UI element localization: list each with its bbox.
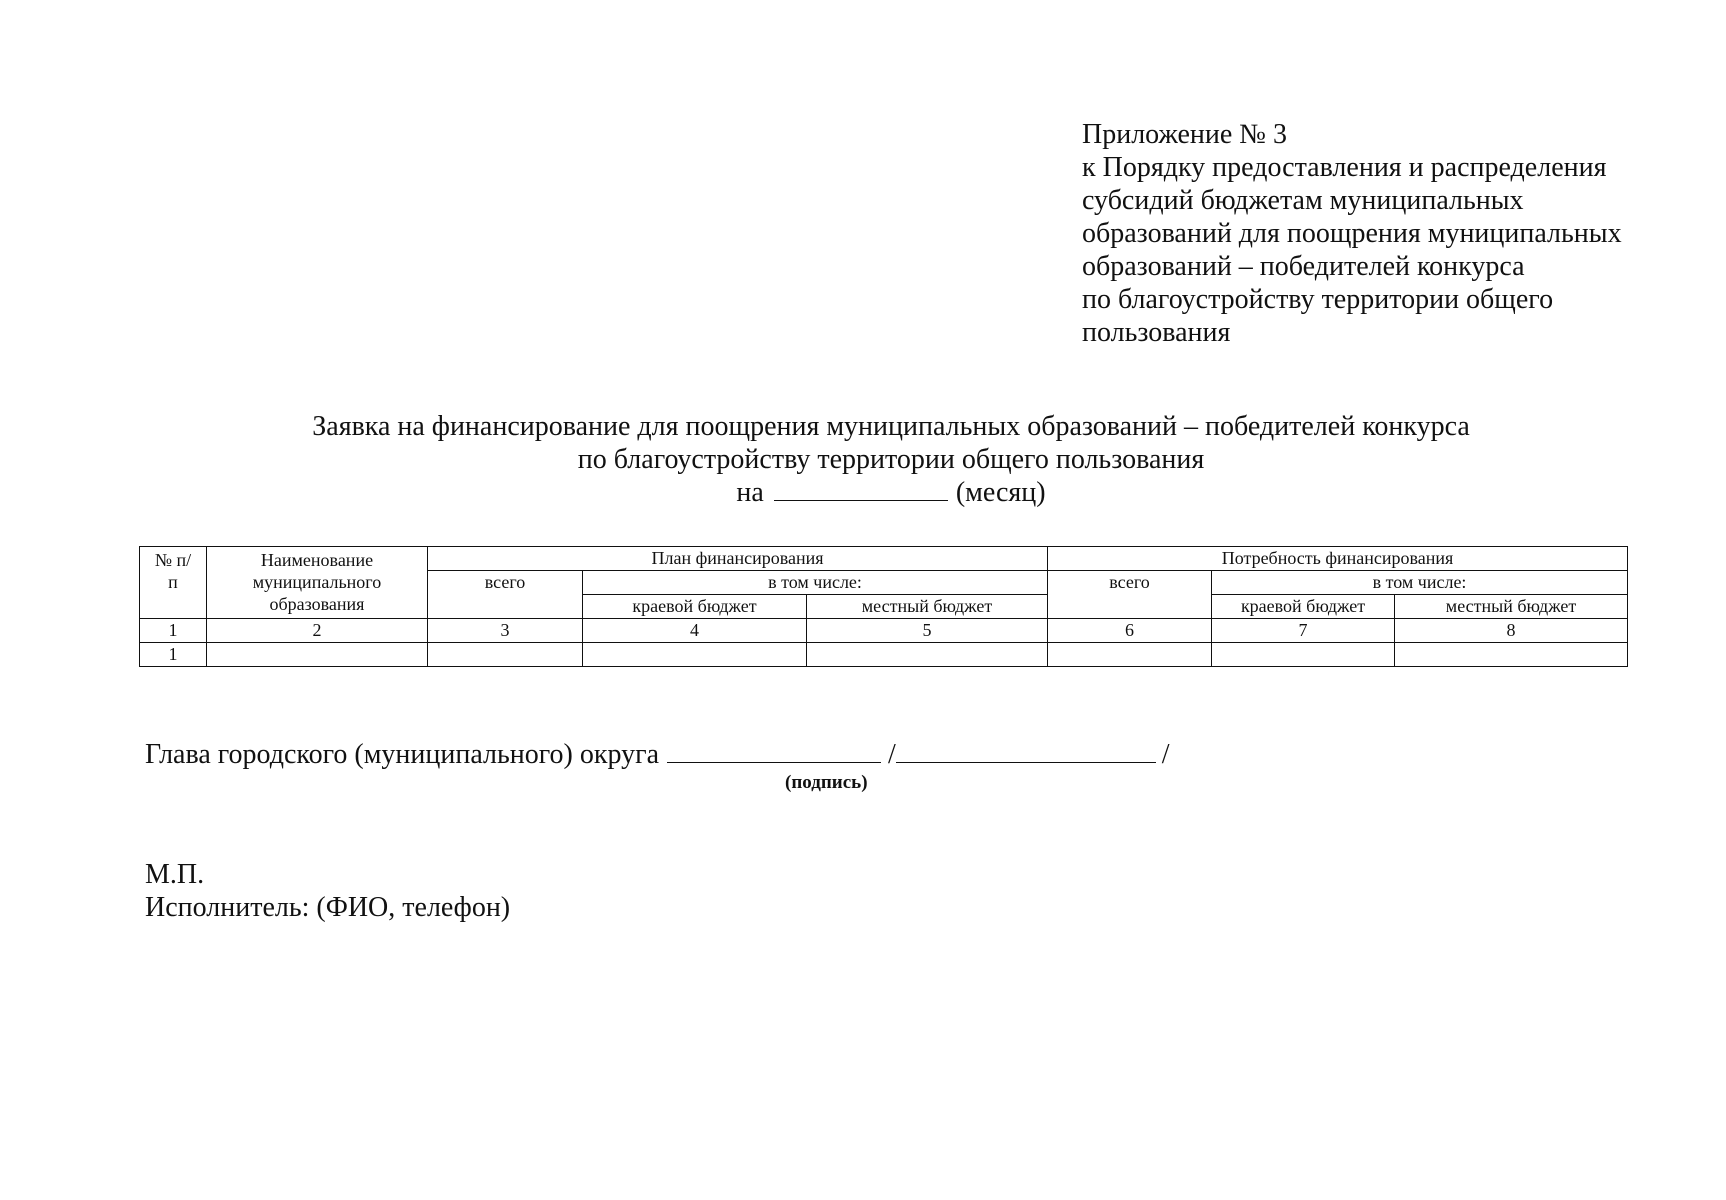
table-numbering-row [140,619,1628,643]
table-cell[interactable] [807,643,1048,667]
title-month-prefix: на [736,477,764,508]
appendix-line: субсидий бюджетам муниципальных [1082,185,1524,216]
header-need-regional: краевой бюджет [1212,595,1395,619]
header-name: Наименование муниципального образования [207,547,428,619]
header-plan-total: всего [428,571,583,619]
table-cell[interactable] [1212,643,1395,667]
stamp-mark: М.П. [145,859,205,890]
title-month-suffix: (месяц) [955,477,1046,508]
name-blank-field[interactable] [896,738,1156,763]
appendix-block [1082,118,1682,349]
title-line-3 [0,476,1726,509]
signature-caption: (подпись) [785,772,868,793]
table-header-row [140,547,1628,571]
appendix-line: к Порядку предоставления и распределения [1082,152,1607,183]
table-cell[interactable] [207,643,428,667]
numbering-cell: 5 [807,619,1048,643]
header-plan: План финансирования [428,547,1048,571]
numbering-cell: 7 [1212,619,1395,643]
executor-line: Исполнитель: (ФИО, телефон) [145,892,511,923]
numbering-cell: 8 [1395,619,1628,643]
numbering-cell: 6 [1048,619,1212,643]
header-plan-local: местный бюджет [807,595,1048,619]
appendix-line: пользования [1082,317,1231,348]
numbering-cell: 3 [428,619,583,643]
signature-slash: / [888,739,896,770]
title-line-1: Заявка на финансирование для поощрения муниципальных образований – победителей конкурса [312,411,1470,442]
signature-slash: / [1161,739,1170,770]
header-need-local: местный бюджет [1395,595,1628,619]
numbering-cell: 2 [207,619,428,643]
header-need-including: в том числе: [1212,571,1628,595]
table-row [140,643,1628,667]
month-blank-field[interactable] [774,478,948,501]
stamp-block [145,858,510,924]
signature-line [145,738,1170,771]
appendix-line: образований – победителей конкурса [1082,251,1525,282]
header-need-total: всего [1048,571,1212,619]
header-need: Потребность финансирования [1048,547,1628,571]
signature-label: Глава городского (муниципального) округа [145,739,660,770]
table-cell[interactable] [583,643,807,667]
table-cell-num: 1 [140,643,207,667]
signature-blank-field[interactable] [667,738,881,763]
appendix-line: образований для поощрения муниципальных [1082,218,1622,249]
table-cell[interactable] [428,643,583,667]
financing-table [139,546,1628,667]
appendix-line: по благоустройству территории общего [1082,284,1554,315]
numbering-cell: 4 [583,619,807,643]
header-plan-including: в том числе: [583,571,1048,595]
header-plan-regional: краевой бюджет [583,595,807,619]
table-cell[interactable] [1048,643,1212,667]
numbering-cell: 1 [140,619,207,643]
document-title [0,410,1726,509]
table-cell[interactable] [1395,643,1628,667]
appendix-line: Приложение № 3 [1082,119,1287,150]
title-line-2: по благоустройству территории общего пользования [577,444,1205,475]
header-num: № п/п [140,547,207,619]
